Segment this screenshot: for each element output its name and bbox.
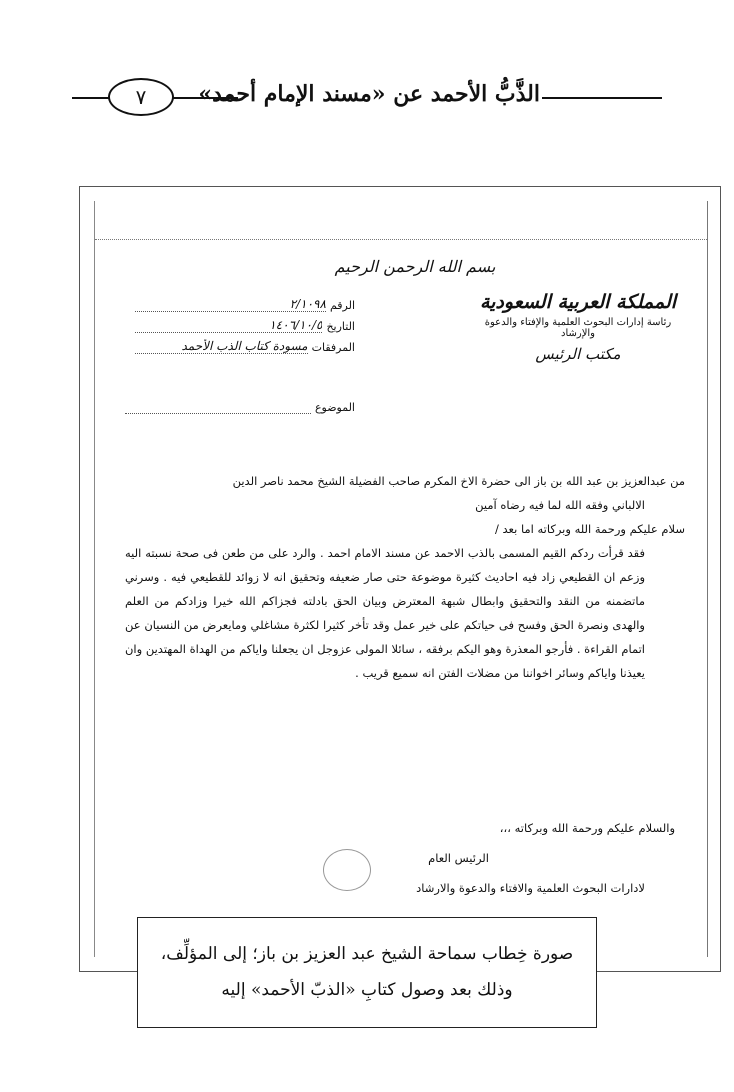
subject-label: الموضوع (314, 401, 355, 414)
department-name: رئاسة إدارات البحوث العلمية والإفتاء والدعوة والإرشاد (484, 317, 672, 339)
caption-line-2: وذلك بعد وصول كتابِ «الذبّ الأحمد» إليه (221, 980, 513, 1000)
attachments-value: مسودة كتاب الذب الأحمد (135, 339, 308, 354)
office-name: مكتب الرئيس (535, 345, 621, 363)
kingdom-name: المملكة العربية السعودية (479, 291, 677, 313)
signature-block (155, 813, 675, 903)
closing-line: والسلام عليكم ورحمة الله وبركاته ،،، (499, 821, 675, 835)
caption-line-1: صورة خِطاب سماحة الشيخ عبد العزيز بن باز؛ إلى المؤلِّف، (160, 944, 574, 964)
running-header-title: الذَّبُّ الأحمد عن «مسند الإمام أحمد» (198, 81, 540, 107)
body-paragraph: فقد قرأت ردكم القيم المسمى بالذب الاحمد عن مسند الامام احمد . والرد على من طعن فى صحة نسبته اليه وزعم ان القطيعي زاد فيه احاديث كثيرة موضوعة حتى صار ضعيفه وتحقيق انه لا زوائد للقطيعي فيه . وسرني ماتضمنه من النقد والتحقيق وابطال شبهة المعترض وبيان الحق بادلته فجزاكم الله خيرا وزادكم من العلم والهدى ونصرة الحق وفسح فى حياتكم على خير عمل وقد تأخر كثيرا لكثرة مشاغلي ومايعرض من النسيان عن اتمام القراءة . فأرجو المعذرة وهو اليكم برفقه ، سائلا المولى عزوجل ان يجعلنا واياكم من الهداة المهتدين وان يعيذنا واياكم وسائر اخواننا من مضلات الفتن انه سميع قريب . (124, 546, 645, 680)
date-row (135, 318, 355, 333)
header-rule-left (72, 97, 110, 99)
letter-top-rule (95, 239, 707, 240)
subject-row (125, 401, 355, 414)
signature-org: لادارات البحوث العلمية والافتاء والدعوة والارشاد (416, 881, 645, 895)
date-label: التاريخ (326, 320, 355, 333)
figure-caption (137, 917, 597, 1028)
letter-frame (94, 201, 708, 957)
body-line-greeting: سلام عليكم ورحمة الله وبركاته اما بعد / (494, 522, 685, 536)
body-line-addressee-cont: الالباني وفقه الله لما فيه رضاه آمين (475, 498, 645, 512)
attachments-row (135, 339, 355, 354)
letterhead (473, 291, 683, 363)
attachments-label: المرفقات (311, 341, 355, 354)
number-value: ٢/١٠٩٨ (135, 297, 326, 312)
date-value: ١٤٠٦/١٠/٥ (135, 318, 322, 333)
letter-body (125, 469, 685, 685)
subject-dots (125, 413, 311, 414)
basmala: بسم الله الرحمن الرحيم (334, 257, 496, 276)
seal-stamp (323, 849, 371, 891)
body-line-addressee: من عبدالعزيز بن عبد الله بن باز الى حضرة الاخ المكرم صاحب الفضيلة الشيخ محمد ناصر الدين (232, 474, 685, 488)
number-label: الرقم (329, 299, 355, 312)
signature-title: الرئيس العام (428, 851, 489, 865)
header-rule-right (542, 97, 662, 99)
letter-scan (79, 186, 721, 972)
letter-metadata (135, 297, 355, 360)
page-number: ٧ (108, 78, 174, 116)
number-row (135, 297, 355, 312)
